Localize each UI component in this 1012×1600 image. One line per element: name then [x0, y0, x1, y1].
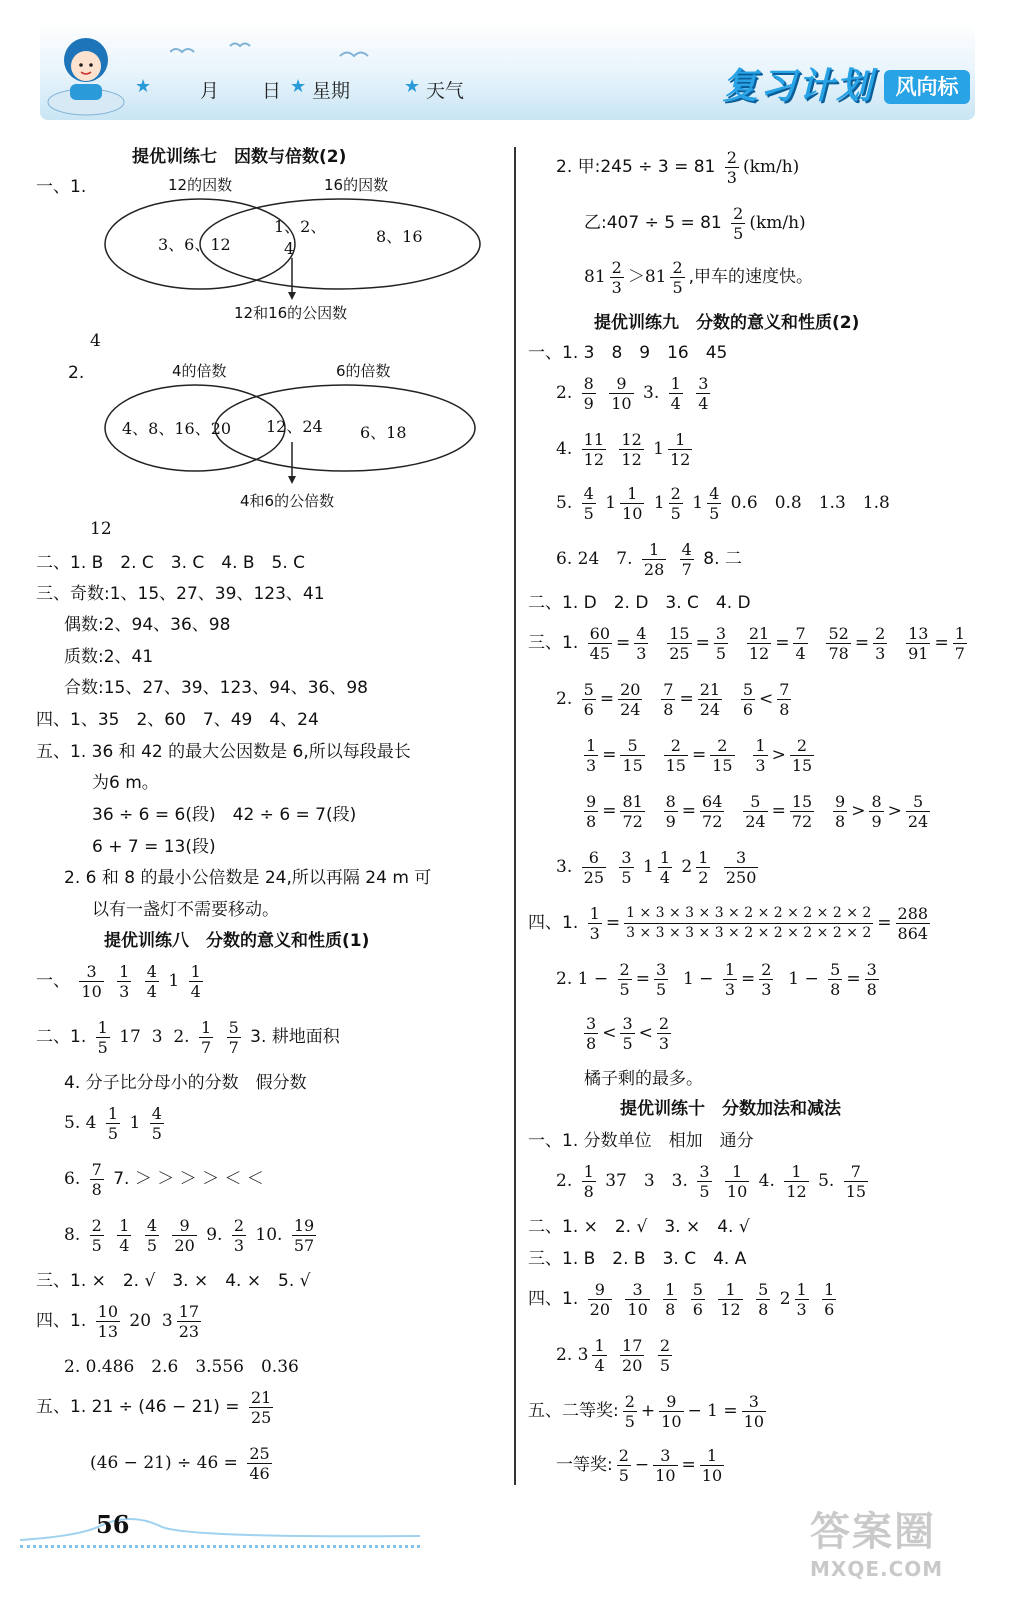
- answer-line: 五、1. 21 ÷ (46 − 21) = $\frac{21}{25}$: [36, 1388, 272, 1427]
- answer-line: 2. $\frac{1}{8}$ 37 3 3. $\frac{3}{5}$ $\frac{1}{10}$ 4. $\frac{1}{12}$ 5. $\frac{7}{15}$: [556, 1162, 867, 1201]
- answer-line: 五、二等奖: $\frac{2}{5}$ + $\frac{9}{10}$ − 1 = $\frac{3}{10}$: [528, 1392, 765, 1431]
- answer-line: 四、1. $\frac{9}{20}$ $\frac{3}{10}$ $\frac{1}{8}$ $\frac{5}{6}$ $\frac{1}{12}$ $\frac{5}{8}$ 2 $\frac{1}{3}$ $\frac{1}{6}$: [528, 1280, 835, 1319]
- watermark: 答案圈 MXQE.COM: [810, 1509, 944, 1581]
- answer-value: 4: [90, 331, 101, 351]
- answer-line: 一等奖: $\frac{2}{5}$ − $\frac{3}{10}$ = $\frac{1}{10}$: [556, 1446, 723, 1485]
- venn-left-values: 4、8、16、20: [122, 419, 232, 438]
- answer-line: 4. $\frac{11}{12}$ $\frac{12}{12}$ 1 $\frac{1}{12}$: [556, 430, 691, 469]
- answer-line: 2. 甲:245 ÷ 3 = 81 $\frac{2}{3}$ (km/h): [556, 148, 800, 187]
- answer-line: 2. 3 $\frac{1}{4}$ $\frac{17}{20}$ $\frac{2}{5}$: [556, 1336, 670, 1375]
- venn-left-values: 3、6、12: [158, 235, 231, 254]
- star-icon: ★: [404, 76, 421, 97]
- answer-line: 2. $\frac{8}{9}$ $\frac{9}{10}$ 3. $\frac{1}{4}$ $\frac{3}{4}$: [556, 374, 709, 413]
- answer-line: 二、1. $\frac{1}{5}$ 17 3 2. $\frac{1}{7}$ $\frac{5}{7}$ 3. 耕地面积: [36, 1018, 340, 1057]
- venn-mid-values: 1、2、: [274, 217, 327, 236]
- answer-line: 三、1. $\frac{60}{45}$ = $\frac{4}{3}$ $\frac{15}{25}$ = $\frac{3}{5}$ $\frac{21}{12}$ = $\frac{7}{4}$ $\frac{52}{78}$ = $\frac{2}{3}$ $\frac{13}{91}$ = $\frac{1}{7}$: [528, 624, 965, 663]
- answer-line: $\frac{3}{8}$ < $\frac{3}{5}$ < $\frac{2}{3}$: [586, 1014, 670, 1053]
- question-label: 2.: [68, 363, 85, 383]
- venn-right-title: 16的因数: [324, 176, 389, 194]
- section-title: 提优训练七 因数与倍数(2): [132, 147, 347, 167]
- answer-line: 三、奇数:1、15、27、39、123、41: [36, 584, 325, 604]
- answer-line: 5. 4 $\frac{1}{5}$ 1 $\frac{4}{5}$: [64, 1104, 162, 1143]
- header-month: 月: [200, 80, 220, 102]
- answer-line: $\frac{9}{8}$ = $\frac{81}{72}$ $\frac{8}{9}$ = $\frac{64}{72}$ $\frac{5}{24}$ = $\frac{15}{72}$ $\frac{9}{8}$ > $\frac{8}{9}$ > $\frac{5}{24}$: [586, 792, 929, 831]
- answer-line: 2. 0.486 2.6 3.556 0.36: [64, 1357, 299, 1377]
- brand-sub-logo: 风向标: [884, 70, 970, 104]
- answer-line: $\frac{1}{3}$ = $\frac{5}{15}$ $\frac{2}{15}$ = $\frac{2}{15}$ $\frac{1}{3}$ > $\frac{2}{15}$: [586, 736, 813, 775]
- header-week: 星期: [312, 80, 351, 102]
- answer-line: 6. 24 7. $\frac{1}{28}$ $\frac{4}{7}$ 8. 二: [556, 540, 742, 579]
- answer-line: 合数:15、27、39、123、94、36、98: [64, 678, 368, 698]
- answer-line: 2. $\frac{5}{6}$ = $\frac{20}{24}$ $\frac{7}{8}$ = $\frac{21}{24}$ $\frac{5}{6}$ < $\frac{7}{8}$: [556, 680, 790, 719]
- answer-line: 5. $\frac{4}{5}$ 1 $\frac{1}{10}$ 1 $\frac{2}{5}$ 1 $\frac{4}{5}$ 0.6 0.8 1.3 1.8: [556, 484, 890, 523]
- section-title: 提优训练十 分数加法和减法: [620, 1099, 841, 1119]
- answer-line: 四、1. $\frac{10}{13}$ 20 3 $\frac{17}{23}$: [36, 1302, 200, 1341]
- brand-logo: 复习计划: [722, 66, 875, 107]
- venn-right-values: 6、18: [360, 423, 407, 442]
- answer-line: 橘子剩的最多。: [584, 1069, 703, 1089]
- answer-line: 3. $\frac{6}{25}$ $\frac{3}{5}$ 1 $\frac{1}{4}$ 2 $\frac{1}{2}$ $\frac{3}{250}$: [556, 848, 757, 887]
- answer-line: 二、1. B 2. C 3. C 4. B 5. C: [36, 553, 306, 573]
- answer-line: 三、1. B 2. B 3. C 4. A: [528, 1249, 747, 1269]
- answer-line: 2. 1 − $\frac{2}{5}$ = $\frac{3}{5}$ 1 − $\frac{1}{3}$ = $\frac{2}{3}$ 1 − $\frac{5}{8}$ = $\frac{3}{8}$: [556, 960, 877, 999]
- header-weather: 天气: [426, 80, 465, 102]
- answer-line: 二、1. D 2. D 3. C 4. D: [528, 593, 751, 613]
- venn-left-title: 4的倍数: [172, 362, 227, 380]
- answer-line: 四、1、35 2、60 7、49 4、24: [36, 710, 319, 730]
- venn-mid-values: 12、24: [266, 417, 323, 436]
- answer-line: 一、1. 分数单位 相加 通分: [528, 1131, 754, 1151]
- answer-value: 12: [90, 519, 112, 539]
- answer-line: 质数:2、41: [64, 647, 154, 667]
- footer-dots: [20, 1545, 420, 1556]
- answer-line: 一、 $\frac{3}{10}$ $\frac{1}{3}$ $\frac{4}{4}$ 1 $\frac{1}{4}$: [36, 962, 201, 1001]
- answer-line: 6. $\frac{7}{8}$ 7. ＞ ＞ ＞ ＞ ＜ ＜: [64, 1160, 264, 1199]
- page-number: 56: [96, 1510, 130, 1539]
- page-header: [0, 0, 1012, 140]
- answer-line: 以有一盏灯不需要移动。: [92, 900, 279, 920]
- section-title: 提优训练九 分数的意义和性质(2): [594, 313, 860, 333]
- bird-icon: [170, 36, 370, 76]
- answer-line: 36 ÷ 6 = 6(段) 42 ÷ 6 = 7(段): [92, 805, 357, 825]
- answer-line: 乙:407 ÷ 5 = 81 $\frac{2}{5}$ (km/h): [584, 204, 806, 243]
- answer-line: 4. 分子比分母小的分数 假分数: [64, 1073, 307, 1093]
- column-divider: [514, 147, 516, 1485]
- answer-line: 三、1. × 2. √ 3. × 4. × 5. √: [36, 1271, 311, 1291]
- venn-right-title: 6的倍数: [336, 362, 391, 380]
- venn-mid-values: 4: [284, 239, 295, 258]
- page-number-wave-icon: [20, 1506, 420, 1566]
- answer-line: 6 + 7 = 13(段): [92, 837, 216, 857]
- section-title: 提优训练八 分数的意义和性质(1): [104, 931, 370, 951]
- answer-line: 2. 6 和 8 的最小公倍数是 24,所以再隔 24 m 可: [64, 868, 432, 888]
- star-icon: ★: [135, 76, 152, 97]
- answer-line: 一、1. 3 8 9 16 45: [528, 343, 728, 363]
- venn-caption: 4和6的公倍数: [240, 492, 335, 510]
- venn-left-title: 12的因数: [168, 176, 233, 194]
- venn-caption: 12和16的公因数: [234, 304, 348, 322]
- venn-right-values: 8、16: [376, 227, 423, 246]
- answer-line: 四、1. $\frac{1}{3}$ = $\frac{1 \times 3 \times 3 \times 3 \times 2 \times 2 \times 2 \times 2 \times 2}{3 \times 3 \times 3 \times 3 \times 2 \times 2 \times 2 \times 2 \times 2}$ = $\frac{288}{864}$: [528, 904, 929, 943]
- question-label: 一、1.: [36, 177, 87, 197]
- answer-line: (46 − 21) ÷ 46 = $\frac{25}{46}$: [90, 1444, 270, 1483]
- girl-mascot-icon: [44, 28, 130, 120]
- answer-line: 8. $\frac{2}{5}$ $\frac{1}{4}$ $\frac{4}{5}$ $\frac{9}{20}$ 9. $\frac{2}{3}$ 10. $\frac{19}{57}$: [64, 1216, 315, 1255]
- answer-line: 81 $\frac{2}{3}$ ＞81 $\frac{2}{5}$ ,甲车的速度快。: [584, 258, 814, 297]
- answer-line: 为6 m。: [92, 773, 159, 793]
- star-icon: ★: [290, 76, 307, 97]
- answer-line: 偶数:2、94、36、98: [64, 615, 231, 635]
- header-day: 日: [262, 80, 282, 102]
- answer-line: 五、1. 36 和 42 的最大公因数是 6,所以每段最长: [36, 742, 411, 762]
- answer-line: 二、1. × 2. √ 3. × 4. √: [528, 1217, 750, 1237]
